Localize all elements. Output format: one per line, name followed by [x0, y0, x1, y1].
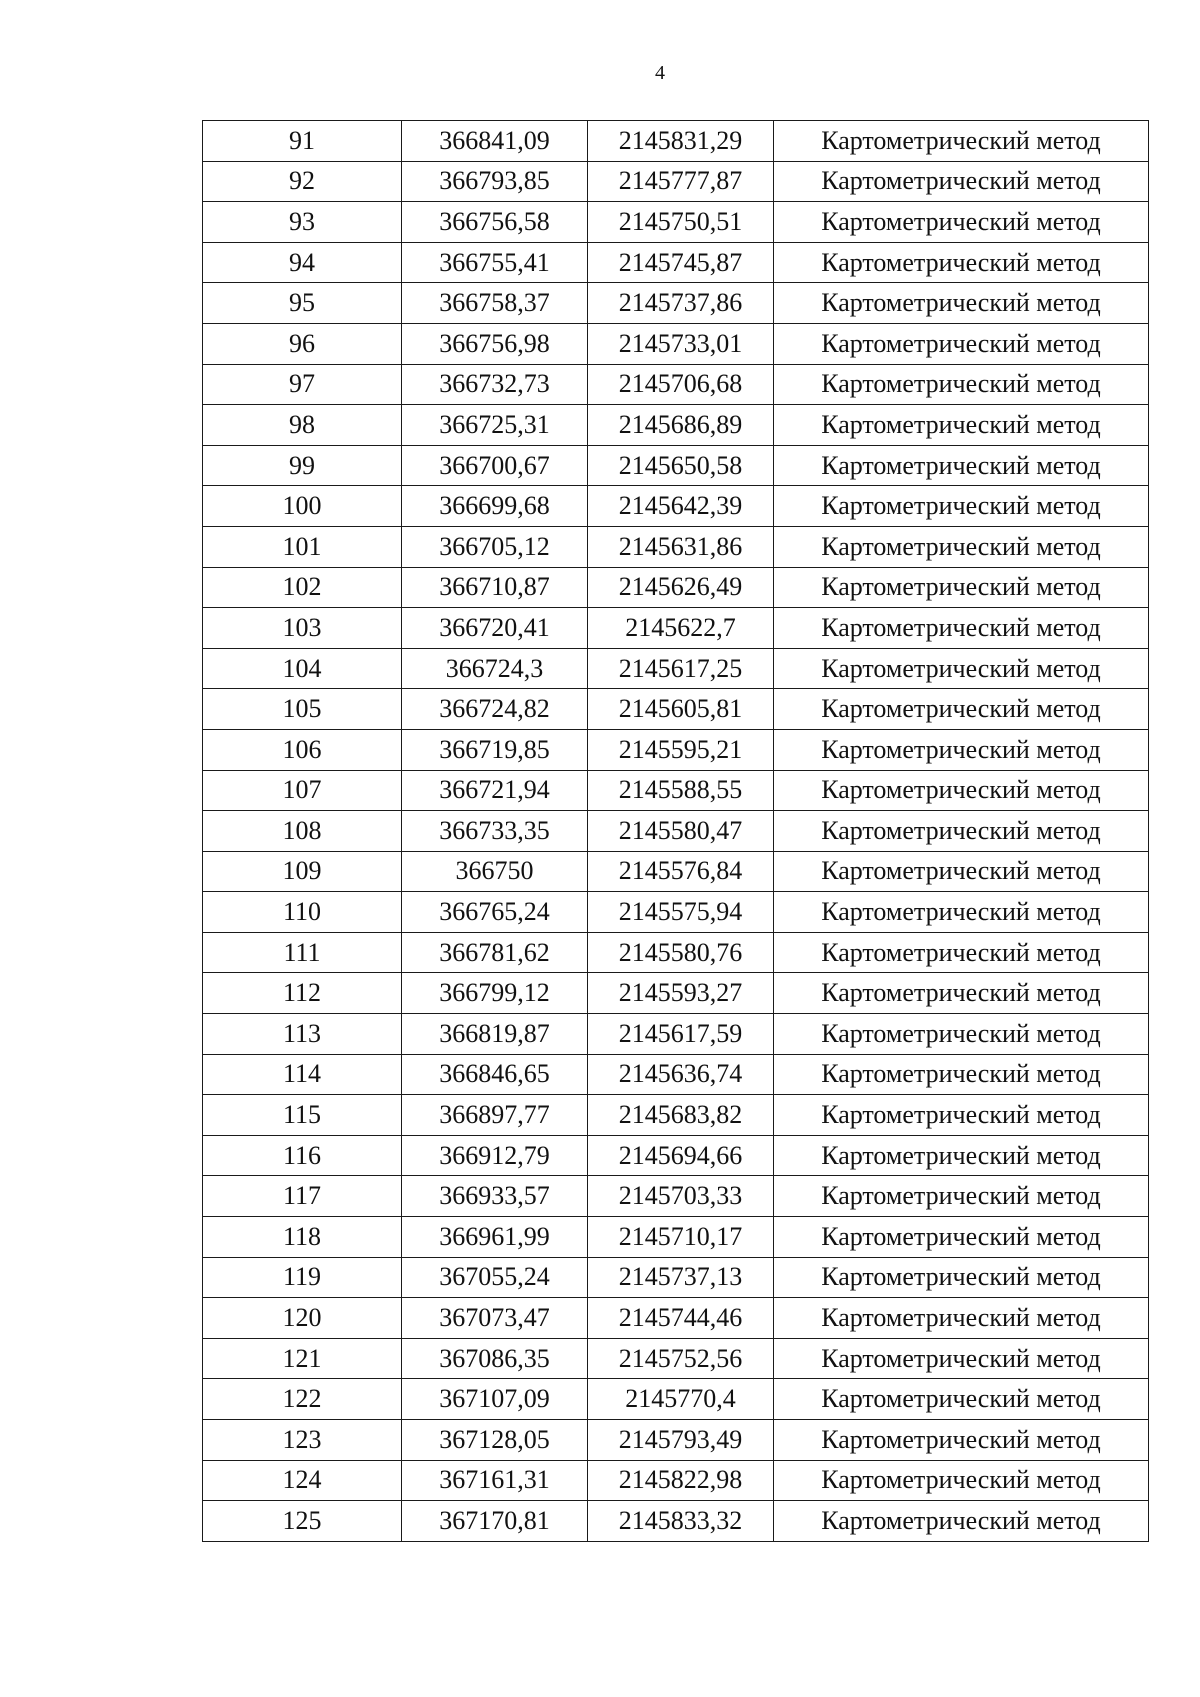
method-cell: Картометрический метод	[774, 526, 1149, 567]
point-number-cell: 109	[203, 851, 402, 892]
page-number: 4	[655, 62, 665, 84]
table-row	[203, 608, 1149, 649]
y-coordinate-cell: 2145737,13	[588, 1257, 774, 1298]
table-row	[203, 1379, 1149, 1420]
point-number-cell: 98	[203, 405, 402, 446]
method-cell: Картометрический метод	[774, 121, 1149, 162]
y-coordinate-cell: 2145770,4	[588, 1379, 774, 1420]
y-coordinate-cell: 2145750,51	[588, 202, 774, 243]
point-number-cell: 110	[203, 892, 402, 933]
point-number-cell: 107	[203, 770, 402, 811]
method-cell: Картометрический метод	[774, 364, 1149, 405]
table-row	[203, 1014, 1149, 1055]
x-coordinate-cell: 366933,57	[402, 1176, 588, 1217]
method-cell: Картометрический метод	[774, 973, 1149, 1014]
y-coordinate-cell: 2145793,49	[588, 1420, 774, 1461]
method-cell: Картометрический метод	[774, 892, 1149, 933]
x-coordinate-cell: 367107,09	[402, 1379, 588, 1420]
y-coordinate-cell: 2145626,49	[588, 567, 774, 608]
method-cell: Картометрический метод	[774, 161, 1149, 202]
y-coordinate-cell: 2145777,87	[588, 161, 774, 202]
method-cell: Картометрический метод	[774, 202, 1149, 243]
method-cell: Картометрический метод	[774, 729, 1149, 770]
table-row	[203, 1176, 1149, 1217]
table-row	[203, 283, 1149, 324]
x-coordinate-cell: 366756,58	[402, 202, 588, 243]
x-coordinate-cell: 366765,24	[402, 892, 588, 933]
y-coordinate-cell: 2145593,27	[588, 973, 774, 1014]
method-cell: Картометрический метод	[774, 1054, 1149, 1095]
point-number-cell: 91	[203, 121, 402, 162]
method-cell: Картометрический метод	[774, 1095, 1149, 1136]
y-coordinate-cell: 2145822,98	[588, 1460, 774, 1501]
point-number-cell: 118	[203, 1217, 402, 1258]
y-coordinate-cell: 2145710,17	[588, 1217, 774, 1258]
point-number-cell: 121	[203, 1338, 402, 1379]
method-cell: Картометрический метод	[774, 1176, 1149, 1217]
table-row	[203, 1338, 1149, 1379]
x-coordinate-cell: 366799,12	[402, 973, 588, 1014]
y-coordinate-cell: 2145605,81	[588, 689, 774, 730]
table-row	[203, 486, 1149, 527]
x-coordinate-cell: 366819,87	[402, 1014, 588, 1055]
point-number-cell: 103	[203, 608, 402, 649]
y-coordinate-cell: 2145831,29	[588, 121, 774, 162]
table-row	[203, 405, 1149, 446]
y-coordinate-cell: 2145576,84	[588, 851, 774, 892]
table-row	[203, 892, 1149, 933]
method-cell: Картометрический метод	[774, 1014, 1149, 1055]
x-coordinate-cell: 366756,98	[402, 323, 588, 364]
method-cell: Картометрический метод	[774, 405, 1149, 446]
table-row	[203, 689, 1149, 730]
y-coordinate-cell: 2145744,46	[588, 1298, 774, 1339]
table-row	[203, 526, 1149, 567]
point-number-cell: 104	[203, 648, 402, 689]
method-cell: Картометрический метод	[774, 648, 1149, 689]
x-coordinate-cell: 366846,65	[402, 1054, 588, 1095]
x-coordinate-cell: 366705,12	[402, 526, 588, 567]
method-cell: Картометрический метод	[774, 242, 1149, 283]
x-coordinate-cell: 366781,62	[402, 932, 588, 973]
table-row	[203, 851, 1149, 892]
x-coordinate-cell: 367170,81	[402, 1501, 588, 1542]
y-coordinate-cell: 2145617,25	[588, 648, 774, 689]
x-coordinate-cell: 366793,85	[402, 161, 588, 202]
point-number-cell: 117	[203, 1176, 402, 1217]
method-cell: Картометрический метод	[774, 932, 1149, 973]
y-coordinate-cell: 2145580,47	[588, 811, 774, 852]
x-coordinate-cell: 366700,67	[402, 445, 588, 486]
method-cell: Картометрический метод	[774, 323, 1149, 364]
method-cell: Картометрический метод	[774, 1298, 1149, 1339]
table-row	[203, 445, 1149, 486]
x-coordinate-cell: 366721,94	[402, 770, 588, 811]
table-row	[203, 121, 1149, 162]
table-row	[203, 729, 1149, 770]
method-cell: Картометрический метод	[774, 1501, 1149, 1542]
y-coordinate-cell: 2145580,76	[588, 932, 774, 973]
x-coordinate-cell: 366733,35	[402, 811, 588, 852]
x-coordinate-cell: 366912,79	[402, 1135, 588, 1176]
method-cell: Картометрический метод	[774, 851, 1149, 892]
point-number-cell: 116	[203, 1135, 402, 1176]
x-coordinate-cell: 366724,3	[402, 648, 588, 689]
point-number-cell: 124	[203, 1460, 402, 1501]
y-coordinate-cell: 2145617,59	[588, 1014, 774, 1055]
y-coordinate-cell: 2145631,86	[588, 526, 774, 567]
x-coordinate-cell: 366719,85	[402, 729, 588, 770]
table-row	[203, 202, 1149, 243]
table-row	[203, 161, 1149, 202]
x-coordinate-cell: 366961,99	[402, 1217, 588, 1258]
method-cell: Картометрический метод	[774, 608, 1149, 649]
table-row	[203, 242, 1149, 283]
point-number-cell: 108	[203, 811, 402, 852]
x-coordinate-cell: 366758,37	[402, 283, 588, 324]
x-coordinate-cell: 366724,82	[402, 689, 588, 730]
table-row	[203, 648, 1149, 689]
point-number-cell: 97	[203, 364, 402, 405]
table-row	[203, 567, 1149, 608]
table-row	[203, 770, 1149, 811]
table-row	[203, 973, 1149, 1014]
point-number-cell: 123	[203, 1420, 402, 1461]
y-coordinate-cell: 2145752,56	[588, 1338, 774, 1379]
point-number-cell: 106	[203, 729, 402, 770]
y-coordinate-cell: 2145642,39	[588, 486, 774, 527]
x-coordinate-cell: 366897,77	[402, 1095, 588, 1136]
point-number-cell: 125	[203, 1501, 402, 1542]
x-coordinate-cell: 366710,87	[402, 567, 588, 608]
y-coordinate-cell: 2145737,86	[588, 283, 774, 324]
x-coordinate-cell: 366750	[402, 851, 588, 892]
x-coordinate-cell: 366699,68	[402, 486, 588, 527]
method-cell: Картометрический метод	[774, 283, 1149, 324]
point-number-cell: 94	[203, 242, 402, 283]
table-row	[203, 1054, 1149, 1095]
y-coordinate-cell: 2145745,87	[588, 242, 774, 283]
table-row	[203, 932, 1149, 973]
method-cell: Картометрический метод	[774, 1420, 1149, 1461]
y-coordinate-cell: 2145703,33	[588, 1176, 774, 1217]
method-cell: Картометрический метод	[774, 1379, 1149, 1420]
table-row	[203, 1460, 1149, 1501]
method-cell: Картометрический метод	[774, 811, 1149, 852]
point-number-cell: 101	[203, 526, 402, 567]
method-cell: Картометрический метод	[774, 1135, 1149, 1176]
y-coordinate-cell: 2145694,66	[588, 1135, 774, 1176]
y-coordinate-cell: 2145636,74	[588, 1054, 774, 1095]
y-coordinate-cell: 2145683,82	[588, 1095, 774, 1136]
point-number-cell: 114	[203, 1054, 402, 1095]
table-row	[203, 1217, 1149, 1258]
y-coordinate-cell: 2145588,55	[588, 770, 774, 811]
method-cell: Картометрический метод	[774, 1460, 1149, 1501]
method-cell: Картометрический метод	[774, 486, 1149, 527]
x-coordinate-cell: 367128,05	[402, 1420, 588, 1461]
point-number-cell: 96	[203, 323, 402, 364]
x-coordinate-cell: 367055,24	[402, 1257, 588, 1298]
point-number-cell: 95	[203, 283, 402, 324]
point-number-cell: 115	[203, 1095, 402, 1136]
method-cell: Картометрический метод	[774, 567, 1149, 608]
method-cell: Картометрический метод	[774, 770, 1149, 811]
x-coordinate-cell: 367161,31	[402, 1460, 588, 1501]
y-coordinate-cell: 2145833,32	[588, 1501, 774, 1542]
coordinates-table-body	[203, 121, 1149, 1542]
point-number-cell: 102	[203, 567, 402, 608]
y-coordinate-cell: 2145706,68	[588, 364, 774, 405]
x-coordinate-cell: 366720,41	[402, 608, 588, 649]
y-coordinate-cell: 2145575,94	[588, 892, 774, 933]
table-row	[203, 1298, 1149, 1339]
y-coordinate-cell: 2145622,7	[588, 608, 774, 649]
y-coordinate-cell: 2145686,89	[588, 405, 774, 446]
y-coordinate-cell: 2145650,58	[588, 445, 774, 486]
method-cell: Картометрический метод	[774, 689, 1149, 730]
table-row	[203, 1095, 1149, 1136]
table-row	[203, 1135, 1149, 1176]
method-cell: Картометрический метод	[774, 445, 1149, 486]
table-row	[203, 811, 1149, 852]
table-row	[203, 364, 1149, 405]
table-row	[203, 1420, 1149, 1461]
point-number-cell: 113	[203, 1014, 402, 1055]
coordinates-table	[202, 120, 1149, 1542]
x-coordinate-cell: 366755,41	[402, 242, 588, 283]
point-number-cell: 119	[203, 1257, 402, 1298]
point-number-cell: 93	[203, 202, 402, 243]
point-number-cell: 120	[203, 1298, 402, 1339]
point-number-cell: 100	[203, 486, 402, 527]
table-row	[203, 1257, 1149, 1298]
point-number-cell: 92	[203, 161, 402, 202]
table-row	[203, 1501, 1149, 1542]
method-cell: Картометрический метод	[774, 1217, 1149, 1258]
x-coordinate-cell: 366732,73	[402, 364, 588, 405]
point-number-cell: 111	[203, 932, 402, 973]
method-cell: Картометрический метод	[774, 1257, 1149, 1298]
point-number-cell: 105	[203, 689, 402, 730]
y-coordinate-cell: 2145595,21	[588, 729, 774, 770]
method-cell: Картометрический метод	[774, 1338, 1149, 1379]
x-coordinate-cell: 366841,09	[402, 121, 588, 162]
point-number-cell: 112	[203, 973, 402, 1014]
x-coordinate-cell: 366725,31	[402, 405, 588, 446]
x-coordinate-cell: 367073,47	[402, 1298, 588, 1339]
point-number-cell: 122	[203, 1379, 402, 1420]
table-row	[203, 323, 1149, 364]
y-coordinate-cell: 2145733,01	[588, 323, 774, 364]
x-coordinate-cell: 367086,35	[402, 1338, 588, 1379]
point-number-cell: 99	[203, 445, 402, 486]
